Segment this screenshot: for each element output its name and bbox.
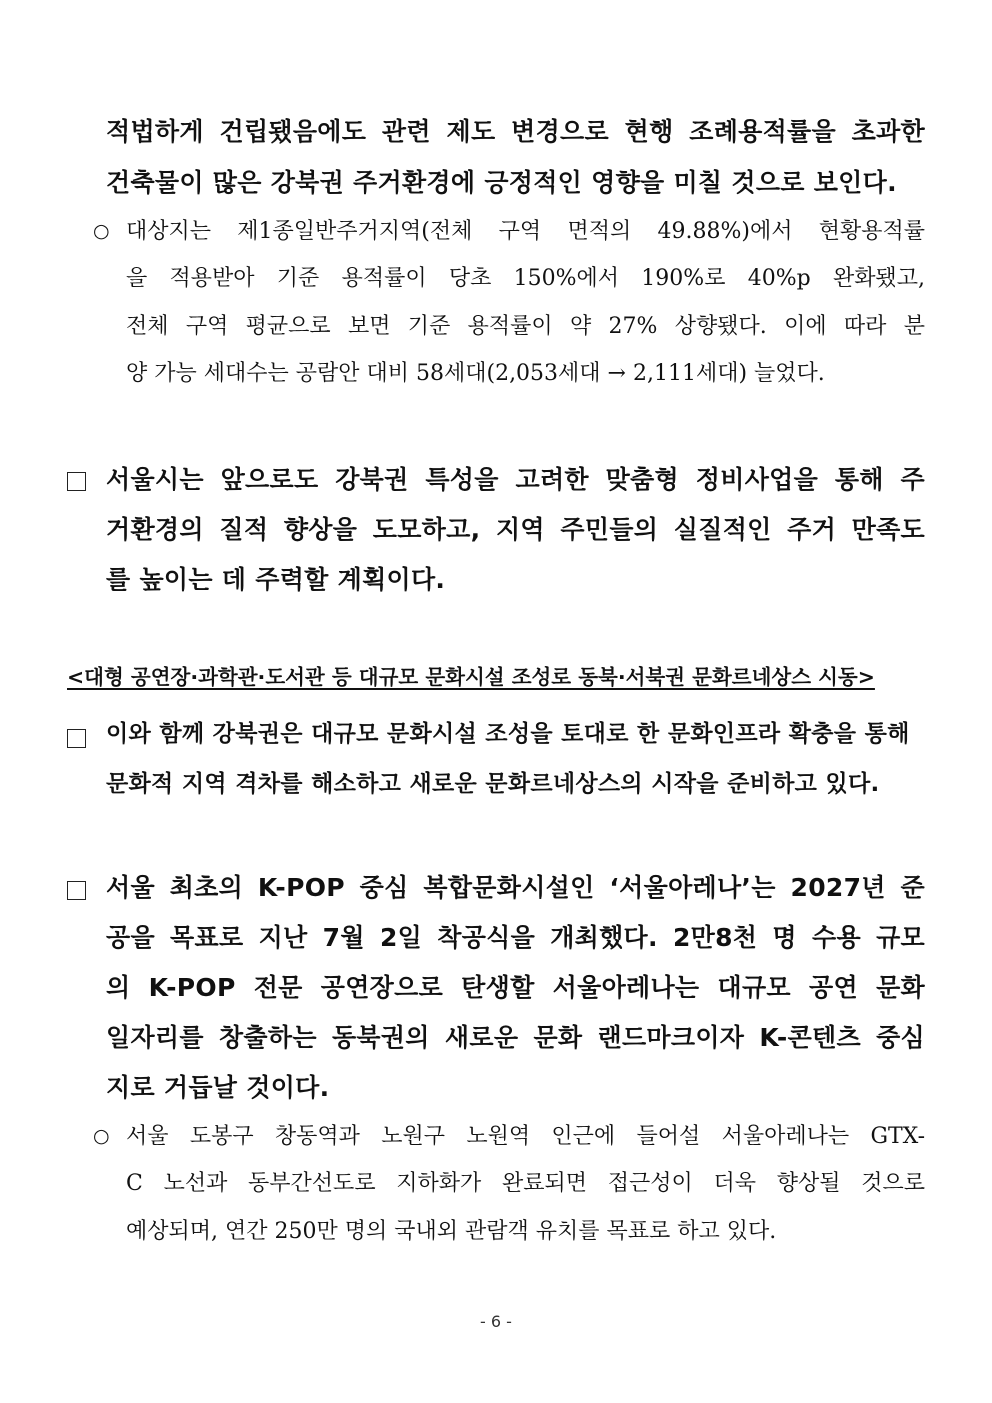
paragraph-line: 건축물이 많은 강북권 주거환경에 긍정적인 영향을 미칠 것으로 보인다. [106, 168, 897, 197]
checkbox-bullet-icon [67, 472, 86, 491]
checkbox-bullet-icon [67, 881, 86, 900]
paragraph-line: 를 높이는 데 주력할 계획이다. [106, 565, 446, 594]
paragraph-line: 적법하게 건립됐음에도 관련 제도 변경으로 현행 조례용적률을 초과한 [106, 117, 925, 146]
paragraph-line: 전체 구역 평균으로 보면 기준 용적률이 약 27% 상향됐다. 이에 따라 분 [126, 314, 925, 339]
paragraph-line: 양 가능 세대수는 공람안 대비 58세대(2,053세대 → 2,111세대) 늘었다. [126, 361, 825, 386]
paragraph-line: 문화적 지역 격차를 해소하고 새로운 문화르네상스의 시작을 준비하고 있다. [106, 771, 880, 797]
circle-bullet-icon: ○ [93, 1125, 110, 1147]
paragraph-line: 대상지는 제1종일반주거지역(전체 구역 면적의 49.88%)에서 현황용적률 [126, 219, 925, 244]
paragraph-line: 서울 도봉구 창동역과 노원구 노원역 인근에 들어설 서울아레나는 GTX- [126, 1124, 925, 1149]
paragraph-line: 서울시는 앞으로도 강북권 특성을 고려한 맞춤형 정비사업을 통해 주 [106, 465, 925, 494]
paragraph-line: 공을 목표로 지난 7월 2일 착공식을 개최했다. 2만8천 명 수용 규모 [106, 923, 925, 952]
paragraph-line: C 노선과 동부간선도로 지하화가 완료되면 접근성이 더욱 향상될 것으로 [126, 1171, 925, 1196]
paragraph-line: 의 K-POP 전문 공연장으로 탄생할 서울아레나는 대규모 공연 문화 [106, 973, 925, 1002]
circle-bullet-icon: ○ [93, 220, 110, 242]
checkbox-bullet-icon [67, 729, 86, 748]
paragraph-line: 지로 거듭날 것이다. [106, 1073, 330, 1102]
paragraph-line: 일자리를 창출하는 동북권의 새로운 문화 랜드마크이자 K-콘텐츠 중심 [106, 1023, 925, 1052]
paragraph-line: 이와 함께 강북권은 대규모 문화시설 조성을 토대로 한 문화인프라 확충을 통해 [106, 721, 910, 747]
paragraph-line: 예상되며, 연간 250만 명의 국내외 관람객 유치를 목표로 하고 있다. [126, 1219, 777, 1244]
paragraph-line: 거환경의 질적 향상을 도모하고, 지역 주민들의 실질적인 주거 만족도 [106, 515, 925, 544]
page-number: - 6 - [480, 1312, 512, 1331]
paragraph-line: 서울 최초의 K-POP 중심 복합문화시설인 ‘서울아레나’는 2027년 준 [106, 873, 925, 902]
section-heading: <대형 공연장·과학관·도서관 등 대규모 문화시설 조성로 동북·서북권 문화르네상스 시동> [67, 665, 875, 689]
paragraph-line: 을 적용받아 기준 용적률이 당초 150%에서 190%로 40%p 완화됐고, [126, 266, 925, 291]
